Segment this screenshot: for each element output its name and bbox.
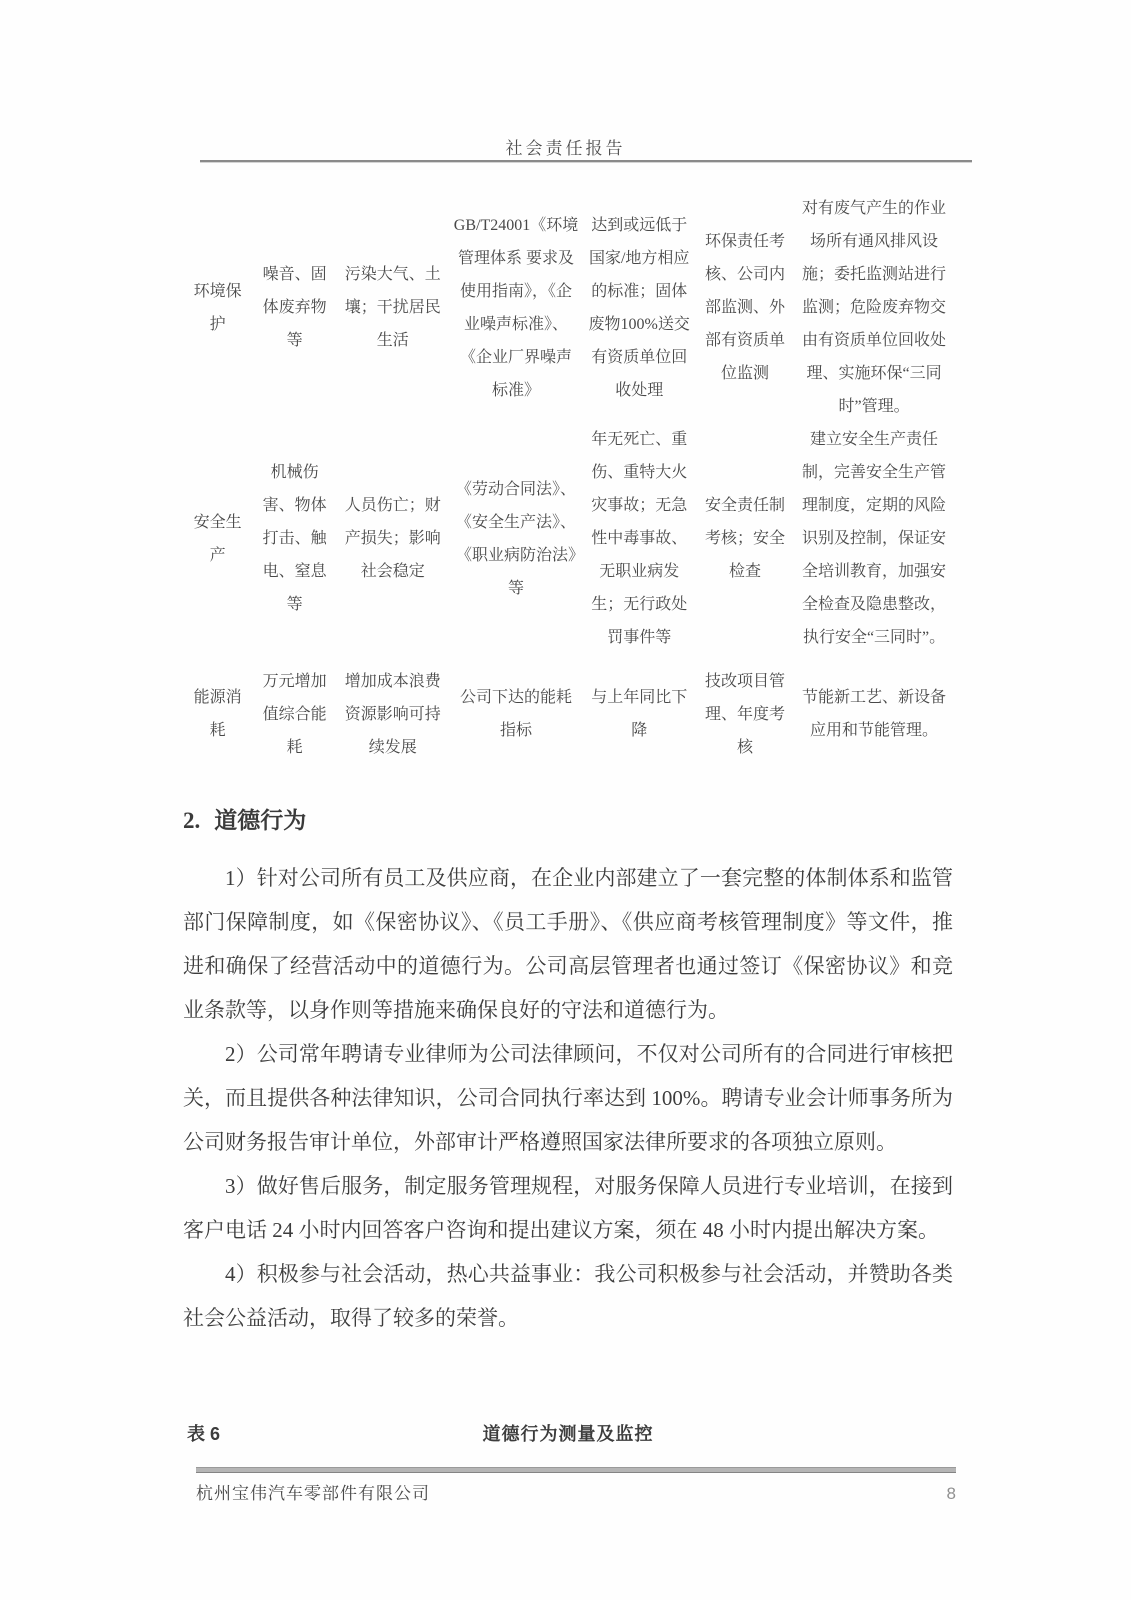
- cell-monitor: 技改项目管理、年度考核: [705, 672, 786, 756]
- section-heading: [183, 802, 306, 835]
- paragraph-3: 3）做好售后服务，制定服务管理规程，对服务保障人员进行专业培训，在接到客户电话 24 小时内回答客户咨询和提出建议方案，须在 48 小时内提出解决方案。: [183, 1174, 953, 1242]
- cell-hazard: 万元增加值综合能耗: [262, 672, 327, 756]
- footer-page-number: 8: [946, 1484, 956, 1503]
- cell-category: 环境保护: [193, 282, 242, 333]
- section-body: [183, 856, 953, 1340]
- measurement-table: [183, 192, 953, 774]
- cell-measures: 节能新工艺、新设备应用和节能管理。: [802, 689, 947, 739]
- table-row-environment: [183, 192, 953, 423]
- cell-standard: GB/T24001《环境管理体系 要求及使用指南》，《企业噪声标准》、《企业厂界噪声标准》: [453, 216, 579, 399]
- cell-measures: 建立安全生产责任制，完善安全生产管理制度，定期的风险识别及控制，保证安全培训教育，加强安全检查及隐患整改，执行安全“三同时”。: [802, 431, 947, 646]
- cell-impact: 增加成本浪费资源影响可持续发展: [344, 672, 441, 756]
- page-footer: [196, 1479, 956, 1504]
- header-divider: [200, 160, 972, 162]
- cell-target: 与上年同比下降: [591, 689, 688, 739]
- cell-hazard: 机械伤害、物体打击、触电、窒息等: [262, 464, 327, 613]
- footer-company-name: 杭州宝伟汽车零部件有限公司: [196, 1484, 430, 1503]
- table-caption-label: 表 6: [187, 1424, 221, 1444]
- cell-impact: 污染大气、土壤；干扰居民生活: [344, 266, 441, 349]
- section-title: 道德行为: [214, 808, 307, 833]
- cell-monitor: 安全责任制考核；安全检查: [705, 497, 786, 580]
- cell-hazard: 噪音、固体废弃物等: [262, 266, 327, 349]
- page-header-title: 社会责任报告: [505, 139, 626, 158]
- cell-target: 达到或远低于国家/地方相应的标准；固体废物100%送交有资质单位回收处理: [588, 216, 690, 399]
- paragraph-2: 2）公司常年聘请专业律师为公司法律顾问，不仅对公司所有的合同进行审核把关，而且提供各种法律知识，公司合同执行率达到 100%。聘请专业会计师事务所为公司财务报告审计单位，外部审计严格遵照国家法律所要求的各项独立原则。: [183, 1042, 953, 1154]
- table-row-safety: [183, 423, 953, 654]
- cell-target: 年无死亡、重伤、重特大火灾事故；无急性中毒事故、无职业病发生；无行政处罚事件等: [591, 431, 688, 646]
- paragraph-4: 4）积极参与社会活动，热心共益事业：我公司积极参与社会活动，并赞助各类社会公益活动，取得了较多的荣誉。: [183, 1262, 953, 1330]
- table-row-energy: [183, 654, 953, 774]
- cell-standard: 《劳动合同法》、《安全生产法》、《职业病防治法》等: [455, 480, 576, 597]
- cell-measures: 对有废气产生的作业场所有通风排风设施；委托监测站进行监测；危险废弃物交由有资质单位回收处理、实施环保“三同时”管理。: [802, 200, 947, 415]
- footer-divider: [196, 1467, 956, 1473]
- cell-standard: 公司下达的能耗指标: [459, 689, 572, 739]
- table-caption: [183, 1420, 953, 1446]
- table-caption-title: 道德行为测量及监控: [482, 1424, 654, 1444]
- cell-category: 安全生产: [193, 513, 242, 564]
- cell-monitor: 环保责任考核、公司内部监测、外部有资质单位监测: [705, 233, 786, 382]
- cell-impact: 人员伤亡；财产损失；影响社会稳定: [344, 497, 441, 580]
- section-number: 2.: [183, 808, 201, 833]
- cell-category: 能源消耗: [193, 689, 242, 739]
- paragraph-1: 1）针对公司所有员工及供应商，在企业内部建立了一套完整的体制体系和监管部门保障制度，如《保密协议》、《员工手册》、《供应商考核管理制度》等文件，推进和确保了经营活动中的道德行为。公司高层管理者也通过签订《保密协议》和竞业条款等，以身作则等措施来确保良好的守法和道德行为。: [183, 866, 953, 1022]
